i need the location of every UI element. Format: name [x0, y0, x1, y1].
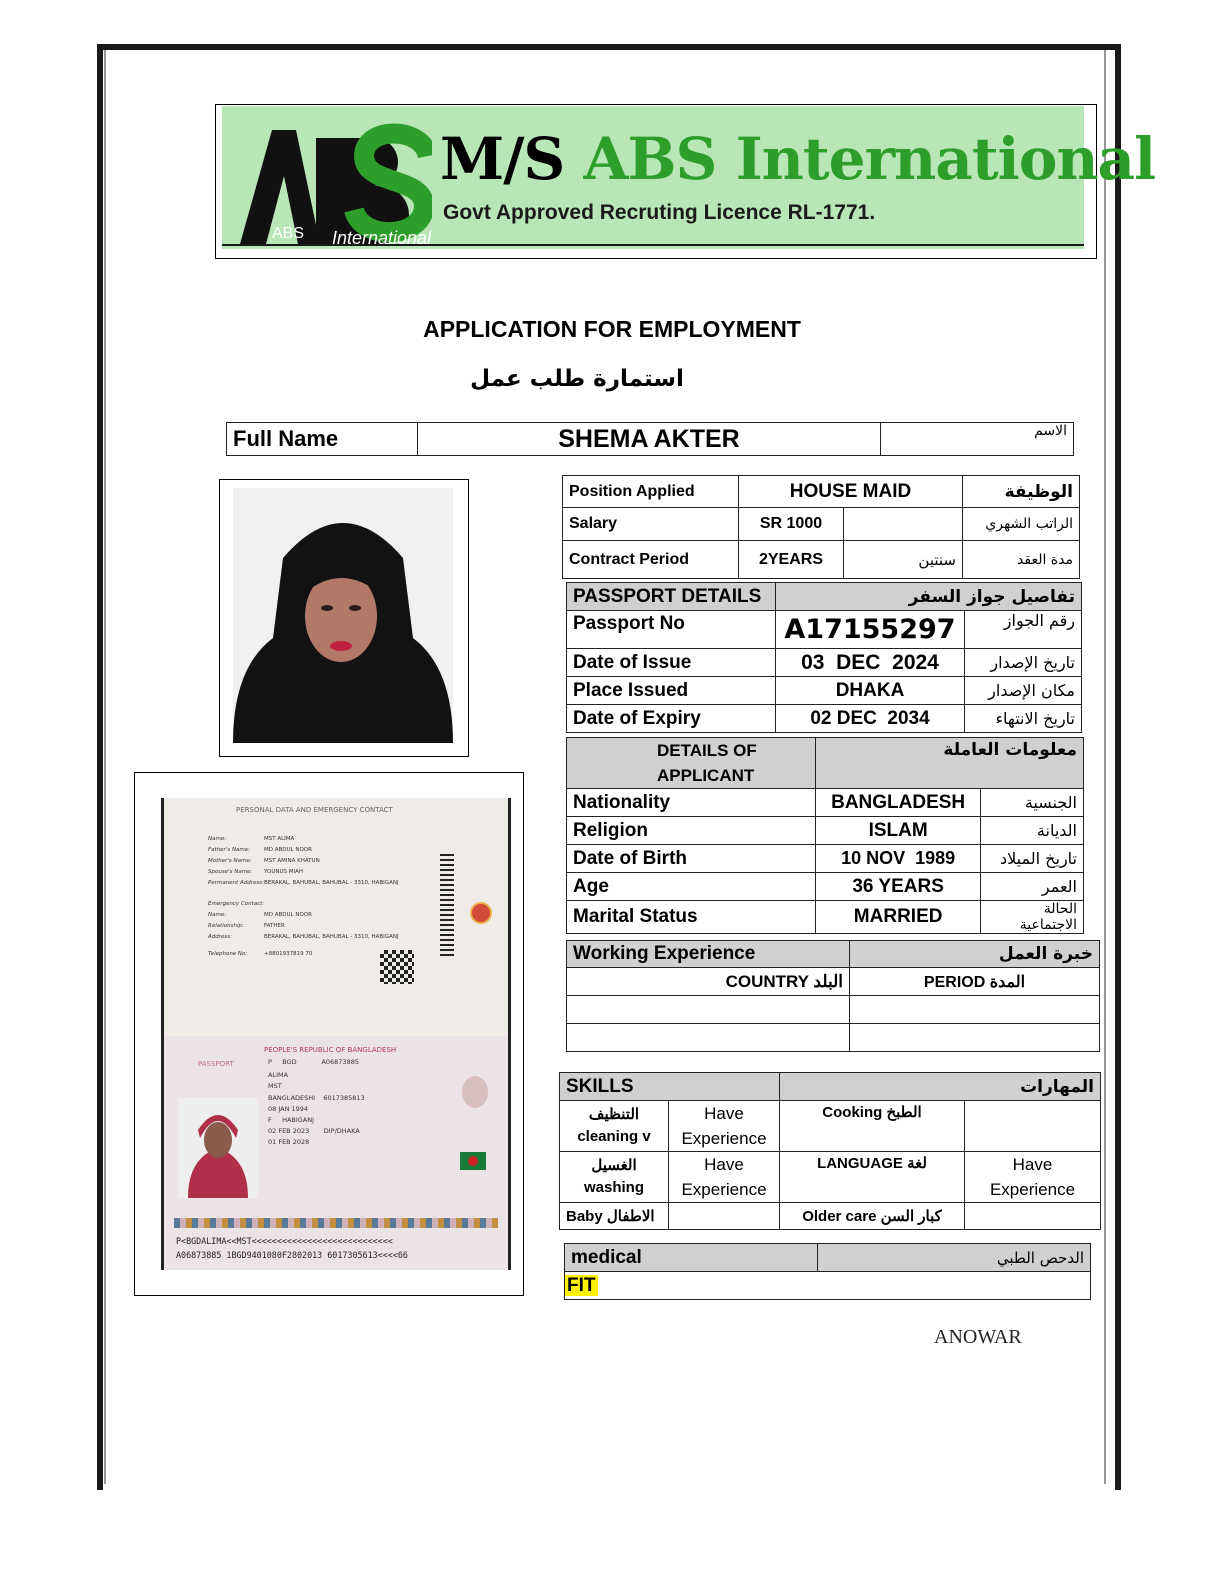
experience-col-country: COUNTRY البلد [567, 968, 850, 996]
medical-table [564, 1243, 1091, 1300]
scan-fields: Name: MST ALIMA Father's Name: MD ABDUL NOOR Mother's Name: MST AMINA KHATUN Spouse's Name: YOUNUS MIAH Permanent Address:BERAKAL, BAHUBAL, BAHUBAL - 3310, HABIGANJ Emergency Contact: Name: MD ABDUL NOOR Relationship: FATHER Address: BERAKAL, BAHUBAL, BAHUBAL - 3310, HABIGANJ Telephone No: +8801937819 70 [208, 836, 399, 957]
security-strip-icon [174, 1218, 498, 1228]
position-table [562, 475, 1080, 579]
skill-baby-value [669, 1203, 780, 1230]
nationality-label-arabic: الجنسية [981, 789, 1084, 817]
brand-name: ABS International [583, 125, 1156, 193]
full-name-table [226, 422, 1074, 456]
applicant-heading-arabic: معلومات العاملة [816, 738, 1084, 789]
skill-language-value: Have Experience [965, 1152, 1101, 1203]
skill-cleaning-value: Have Experience [669, 1101, 780, 1152]
scan-top-title: PERSONAL DATA AND EMERGENCY CONTACT [236, 806, 393, 814]
passport-photo-icon [178, 1098, 258, 1198]
expiry-date-value: 02 DEC 2034 [776, 705, 965, 733]
place-issued-value: DHAKA [776, 677, 965, 705]
passport-personal-page [164, 798, 508, 1036]
salary-label: Salary [563, 508, 739, 541]
contract-label: Contract Period [563, 541, 739, 579]
place-issued-label: Place Issued [567, 677, 776, 705]
experience-heading: Working Experience [567, 941, 850, 968]
skill-baby: Baby الاطفال [560, 1203, 669, 1230]
issue-date-label-arabic: تاريخ الإصدار [965, 649, 1082, 677]
religion-label-arabic: الديانة [981, 817, 1084, 845]
applicant-heading: DETAILS OF APPLICANT [567, 738, 816, 789]
skills-heading-arabic: المهارات [780, 1073, 1101, 1101]
expiry-date-label: Date of Expiry [567, 705, 776, 733]
position-label-arabic: الوظيفة [963, 476, 1080, 508]
scan-mrz: P<BGDALIMA<<MST<<<<<<<<<<<<<<<<<<<<<<<<<<<< A06873885 1BGD9401080F2802013 6017305613<<<<66 [176, 1236, 408, 1260]
marital-value: MARRIED [816, 901, 981, 934]
flag-icon [460, 1152, 486, 1170]
nationality-label: Nationality [567, 789, 816, 817]
passport-scan [161, 798, 511, 1270]
experience-table [566, 940, 1100, 1052]
scan-data-fields: P BGD A06873885 ALIMA MST BANGLADESHI 6017385813 08 JAN 1994 F HABIGANJ 02 FEB 2023 DIP/DHAKA 01 FEB 2028 [268, 1058, 365, 1147]
dob-label-arabic: تاريخ الميلاد [981, 845, 1084, 873]
dob-label: Date of Birth [567, 845, 816, 873]
position-label: Position Applied [563, 476, 739, 508]
skill-older-care: Older care كبار السن [780, 1203, 965, 1230]
skill-cleaning: التنظيف cleaning v [560, 1101, 669, 1152]
scan-country-line: PEOPLE'S REPUBLIC OF BANGLADESH [264, 1046, 397, 1054]
experience-heading-arabic: خبرة العمل [850, 941, 1100, 968]
marital-label: Marital Status [567, 901, 816, 934]
barcode-icon [440, 854, 454, 958]
passport-heading: PASSPORT DETAILS [567, 583, 776, 611]
medical-result [565, 1272, 1091, 1300]
salary-extra [844, 508, 963, 541]
place-issued-label-arabic: مكان الإصدار [965, 677, 1082, 705]
passport-no-value: A17155297 [776, 611, 965, 649]
contract-value: 2YEARS [739, 541, 844, 579]
hologram-icon [470, 902, 492, 924]
skill-washing-value: Have Experience [669, 1152, 780, 1203]
issue-date-label: Date of Issue [567, 649, 776, 677]
form-title: APPLICATION FOR EMPLOYMENT [423, 316, 801, 342]
position-value: HOUSE MAID [739, 476, 963, 508]
experience-period-2 [850, 1024, 1100, 1052]
expiry-date-label-arabic: تاريخ الانتهاء [965, 705, 1082, 733]
medical-fit-value: FIT [567, 1274, 596, 1296]
salary-value: SR 1000 [739, 508, 844, 541]
salary-label-arabic: الراتب الشهري [963, 508, 1080, 541]
applicant-table [566, 737, 1084, 934]
contract-label-arabic: مدة العقد [963, 541, 1080, 579]
brand-prefix: M/S [440, 125, 584, 193]
abs-logo-icon [232, 116, 432, 248]
signature-name: ANOWAR [934, 1326, 1022, 1348]
full-name-value: SHEMA AKTER [418, 423, 881, 456]
skills-heading: SKILLS [560, 1073, 780, 1101]
company-name [440, 124, 1155, 194]
age-label: Age [567, 873, 816, 901]
skill-cooking: Cooking الطبخ [780, 1101, 965, 1152]
age-label-arabic: العمر [981, 873, 1084, 901]
logo-sub-right: International [332, 228, 432, 248]
skill-older-care-value [965, 1203, 1101, 1230]
passport-table [566, 582, 1082, 733]
logo-sub-left: ABS [272, 225, 305, 242]
skill-language: LANGUAGE لغة [780, 1152, 965, 1203]
medical-heading: medical [565, 1244, 818, 1272]
religion-value: ISLAM [816, 817, 981, 845]
passport-no-label: Passport No [567, 611, 776, 649]
experience-period-1 [850, 996, 1100, 1024]
contract-extra-arabic: سنتين [844, 541, 963, 579]
licence-text: Govt Approved Recruting Licence RL-1771. [443, 201, 876, 224]
experience-country-1 [567, 996, 850, 1024]
skills-table [559, 1072, 1101, 1230]
scan-passport-word: PASSPORT [198, 1060, 234, 1068]
applicant-photo [233, 488, 453, 743]
skill-washing: الغسيل washing [560, 1152, 669, 1203]
experience-country-2 [567, 1024, 850, 1052]
passport-data-page [164, 1036, 508, 1270]
medical-heading-arabic: الدحص الطبي [818, 1244, 1091, 1272]
ghost-photo-icon [462, 1076, 488, 1108]
age-value: 36 YEARS [816, 873, 981, 901]
qr-code-icon [380, 950, 414, 984]
dob-value: 10 NOV 1989 [816, 845, 981, 873]
passport-heading-arabic: تفاصيل جواز السفر [776, 583, 1082, 611]
skill-cooking-value [965, 1101, 1101, 1152]
applicant-portrait-icon [233, 488, 453, 743]
form-title-arabic: استمارة طلب عمل [470, 366, 684, 392]
experience-col-period: PERIOD المدة [850, 968, 1100, 996]
religion-label: Religion [567, 817, 816, 845]
full-name-label-arabic: الاسم [881, 423, 1074, 456]
nationality-value: BANGLADESH [816, 789, 981, 817]
passport-no-label-arabic: رقم الجواز [965, 611, 1082, 649]
full-name-label: Full Name [227, 423, 418, 456]
issue-date-value: 03 DEC 2024 [776, 649, 965, 677]
marital-label-arabic: الحالة الاجتماعية [981, 901, 1084, 934]
